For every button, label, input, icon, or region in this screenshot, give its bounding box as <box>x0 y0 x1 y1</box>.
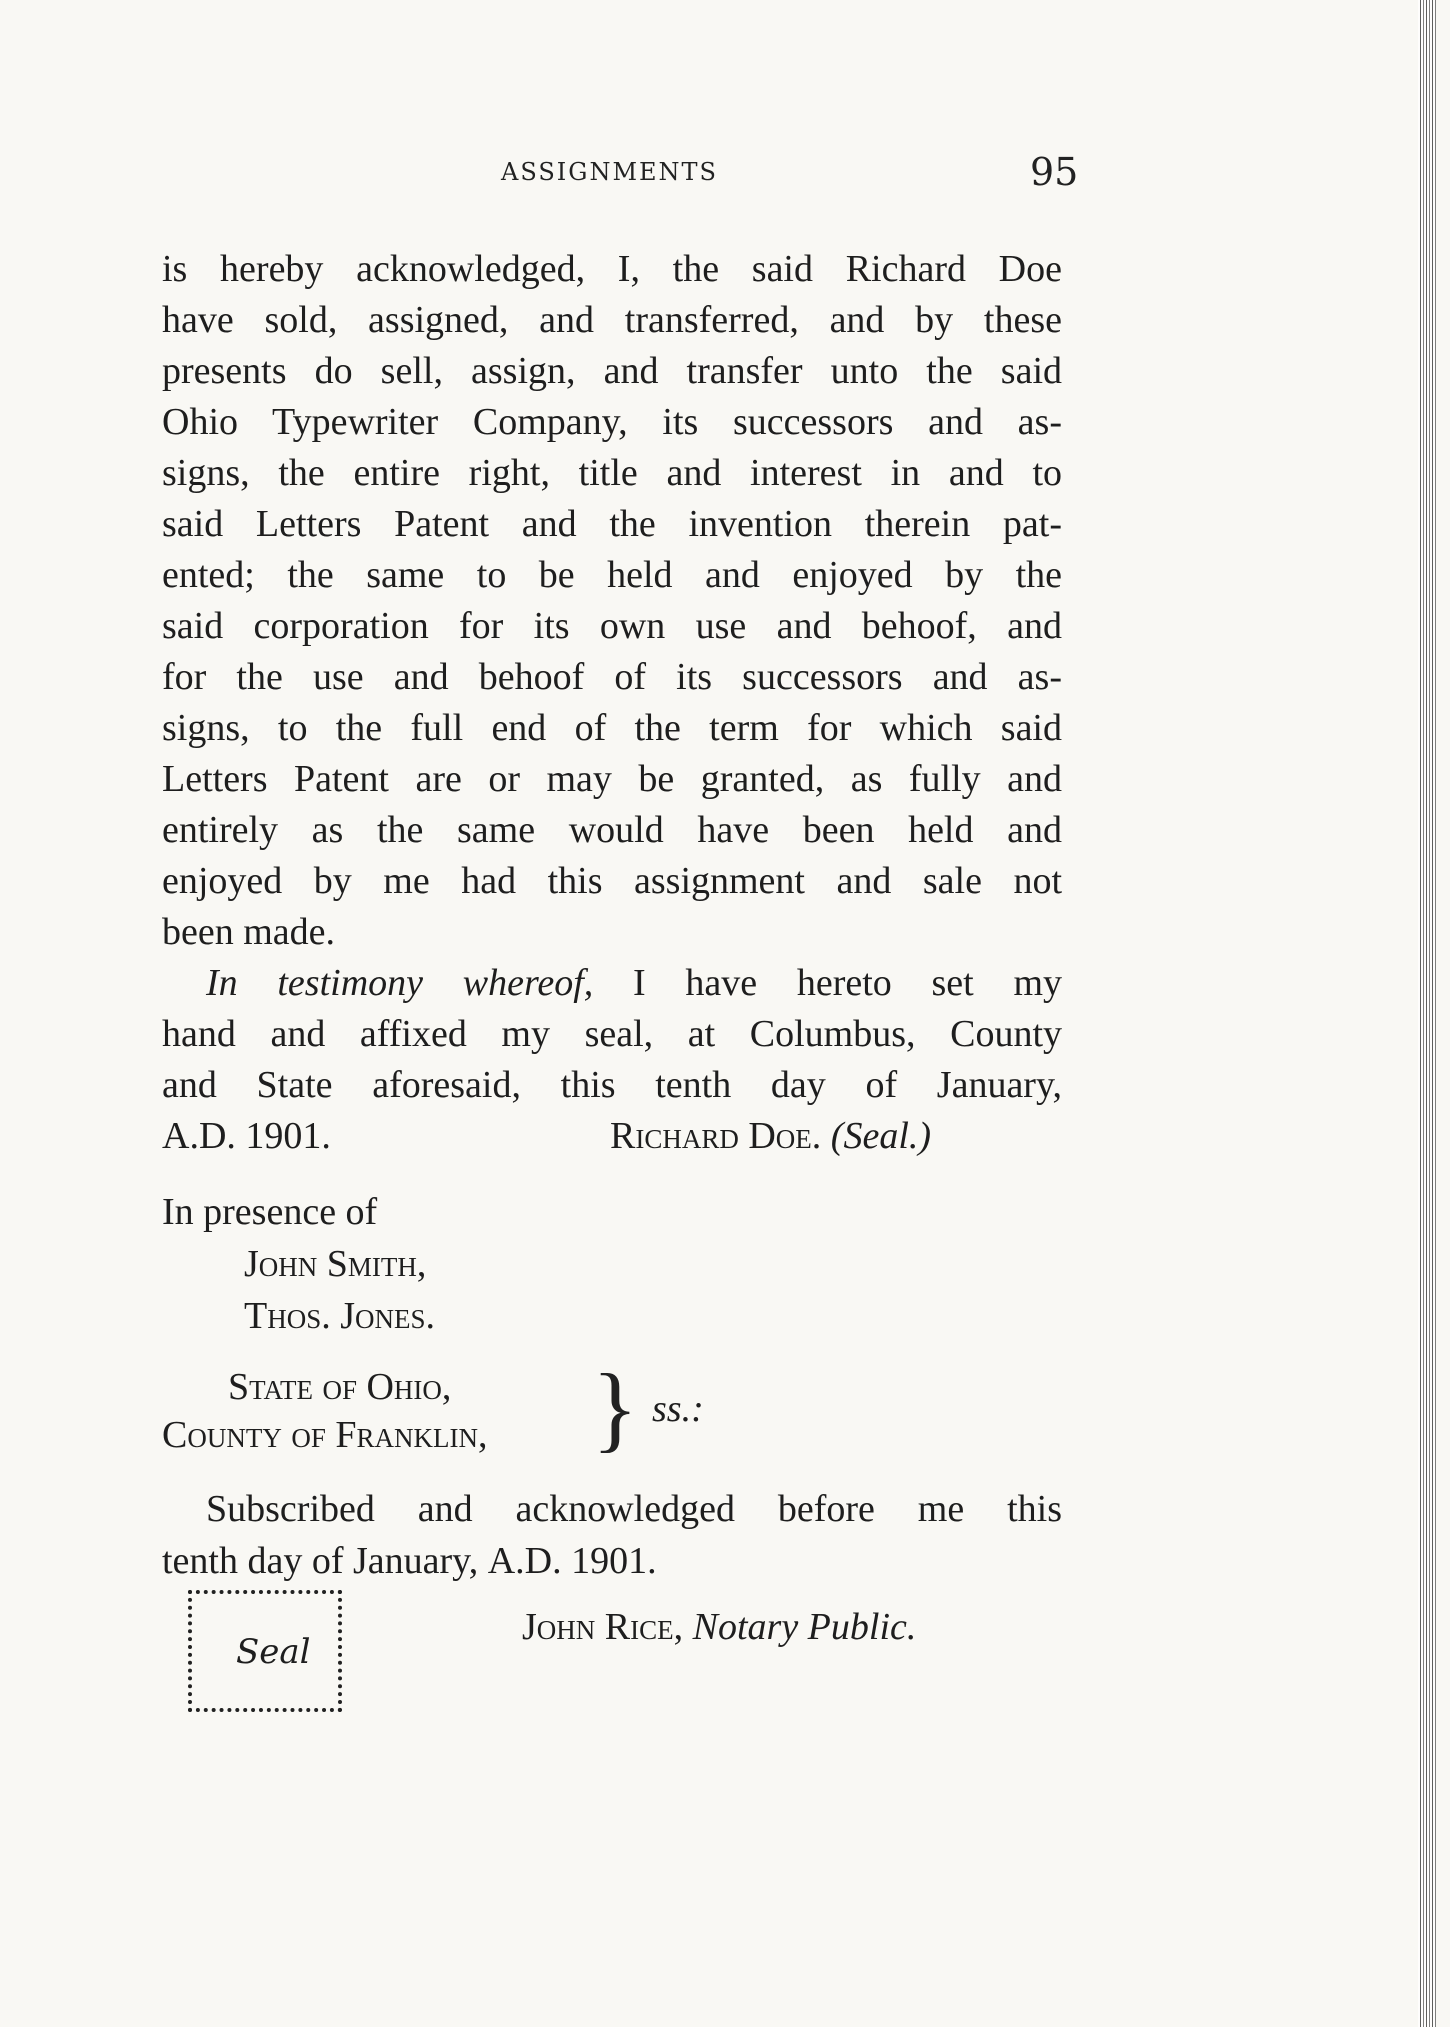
acknowledgment-date-prefix: tenth day of January, <box>162 1540 479 1582</box>
venue-state: State of Ohio, <box>228 1366 452 1408</box>
notary-seal <box>188 1590 342 1712</box>
seal-note: (Seal.) <box>830 1115 932 1157</box>
page-number: 95 <box>1030 150 1079 194</box>
body-line: been made. <box>162 911 336 953</box>
acknowledgment-date: A.D. 1901. <box>487 1540 657 1582</box>
body-line: presents do sell, assign, and transfer unto the said <box>162 350 1062 392</box>
body-line: signs, to the full end of the term for which said <box>162 707 1062 749</box>
testimony-line <box>206 964 1062 1002</box>
notary-title: Notary Public. <box>692 1606 917 1648</box>
body-line: said Letters Patent and the invention therein pat- <box>162 503 1062 545</box>
witness-name: Thos. Jones. <box>244 1295 436 1337</box>
witness-name: John Smith, <box>244 1243 427 1285</box>
seal-label: Seal <box>236 1632 311 1672</box>
testimony-date: A.D. 1901. <box>162 1115 331 1157</box>
page-edge <box>1418 0 1436 2027</box>
testimony-rest: I have hereto set my <box>633 962 1063 1004</box>
venue-ss: ss.: <box>652 1388 704 1430</box>
signer-name: Richard Doe. <box>610 1115 822 1157</box>
body-line: for the use and behoof of its successors and as- <box>162 656 1062 698</box>
notary-signature <box>522 1608 916 1646</box>
acknowledgment-line: Subscribed and acknowledged before me this <box>206 1488 1062 1530</box>
acknowledgment-line <box>162 1542 657 1580</box>
body-line: have sold, assigned, and transferred, and by these <box>162 299 1062 341</box>
body-line: signs, the entire right, title and interest in and to <box>162 452 1062 494</box>
body-line: Letters Patent are or may be granted, as fully and <box>162 758 1062 800</box>
testimony-line: hand and affixed my seal, at Columbus, County <box>162 1013 1062 1055</box>
testimony-lead: In testimony whereof, <box>206 962 594 1004</box>
body-line: enjoyed by me had this assignment and sale not <box>162 860 1062 902</box>
signature-line <box>610 1117 931 1155</box>
testimony-line: and State aforesaid, this tenth day of January, <box>162 1064 1062 1106</box>
body-line: is hereby acknowledged, I, the said Richard Doe <box>162 248 1062 290</box>
body-line: Ohio Typewriter Company, its successors and as- <box>162 401 1062 443</box>
body-line: ented; the same to be held and enjoyed by the <box>162 554 1062 596</box>
body-line: said corporation for its own use and behoof, and <box>162 605 1062 647</box>
notary-name: John Rice, <box>522 1606 684 1648</box>
witness-heading: In presence of <box>162 1191 378 1233</box>
venue-brace: } <box>592 1354 639 1461</box>
running-header: ASSIGNMENTS <box>501 158 718 186</box>
venue-county: County of Franklin, <box>162 1414 488 1456</box>
body-line: entirely as the same would have been held and <box>162 809 1062 851</box>
